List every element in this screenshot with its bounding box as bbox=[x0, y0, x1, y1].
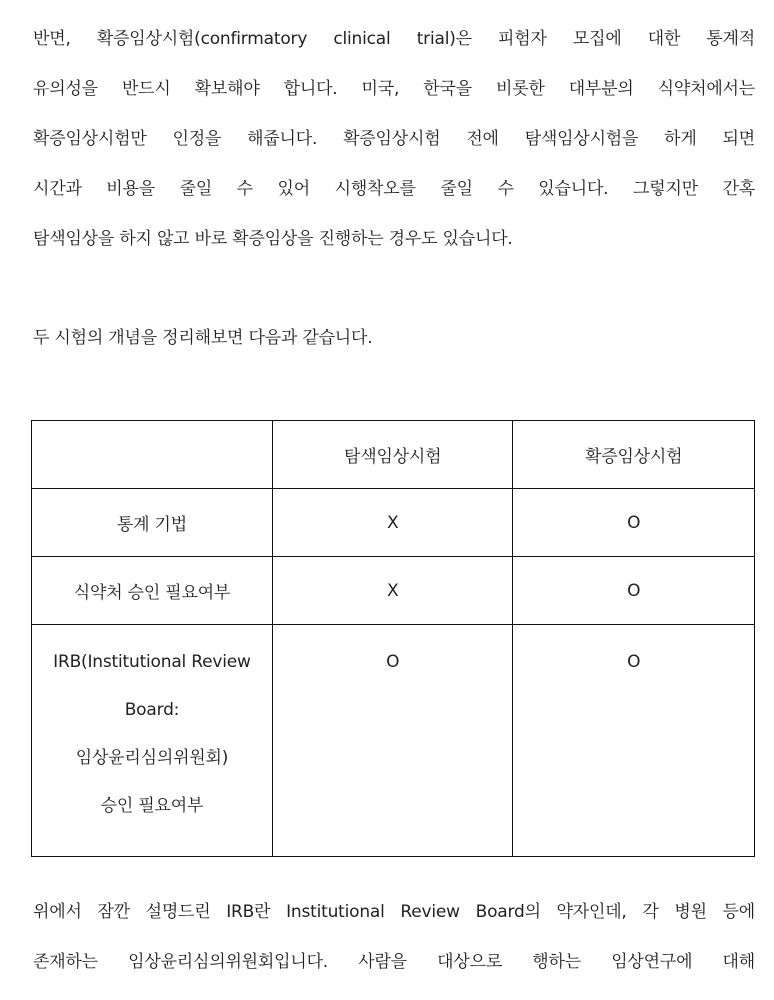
confirmatory-value: O bbox=[513, 489, 755, 557]
row-label bbox=[32, 625, 273, 857]
confirmatory-value: O bbox=[513, 557, 755, 625]
table-row bbox=[32, 625, 755, 857]
summary-sentence: 두 시험의 개념을 정리해보면 다음과 같습니다. bbox=[33, 328, 373, 348]
row-label-line: 승인 필요여부 bbox=[100, 796, 204, 816]
header-confirmatory-trial: 확증임상시험 bbox=[513, 421, 755, 489]
exploratory-value bbox=[272, 625, 513, 857]
exploratory-value-text: O bbox=[386, 652, 400, 672]
header-empty-cell bbox=[32, 421, 273, 489]
text-line: 시간과 비용을 줄일 수 있어 시행착오를 줄일 수 있습니다. 그렇지만 간혹 bbox=[33, 179, 755, 199]
text-line: 위에서 잠깐 설명드린 IRB란 Institutional Review Board의 약자인데, 각 병원 등에 bbox=[33, 902, 755, 922]
table-row bbox=[32, 489, 755, 557]
exploratory-value: X bbox=[272, 489, 513, 557]
row-label-line: 임상윤리심의위원회) bbox=[75, 748, 229, 768]
row-label-line: 통계 기법 bbox=[116, 515, 187, 535]
text-line: 유의성을 반드시 확보해야 합니다. 미국, 한국을 비롯한 대부분의 식약처에서는 bbox=[33, 79, 755, 99]
comparison-table bbox=[31, 420, 755, 857]
row-label-line: IRB(Institutional Review bbox=[53, 652, 251, 672]
table-row bbox=[32, 557, 755, 625]
header-exploratory-trial: 탐색임상시험 bbox=[272, 421, 513, 489]
text-line: 탐색임상을 하지 않고 바로 확증임상을 진행하는 경우도 있습니다. bbox=[33, 229, 513, 249]
irb-paragraph bbox=[33, 887, 755, 987]
table-header-row bbox=[32, 421, 755, 489]
text-line: 존재하는 임상윤리심의위원회입니다. 사람을 대상으로 행하는 임상연구에 대해 bbox=[33, 952, 755, 972]
exploratory-value: X bbox=[272, 557, 513, 625]
row-label bbox=[32, 557, 273, 625]
row-label bbox=[32, 489, 273, 557]
row-label-line: 식약처 승인 필요여부 bbox=[73, 583, 231, 603]
confirmatory-value bbox=[513, 625, 755, 857]
text-line: 확증임상시험만 인정을 해줍니다. 확증임상시험 전에 탐색임상시험을 하게 되면 bbox=[33, 129, 755, 149]
text-line: 반면, 확증임상시험(confirmatory clinical trial)은 피험자 모집에 대한 통계적 bbox=[33, 29, 755, 49]
row-label-line: Board: bbox=[124, 700, 180, 720]
intro-paragraph bbox=[33, 14, 755, 264]
confirmatory-value-text: O bbox=[627, 652, 641, 672]
